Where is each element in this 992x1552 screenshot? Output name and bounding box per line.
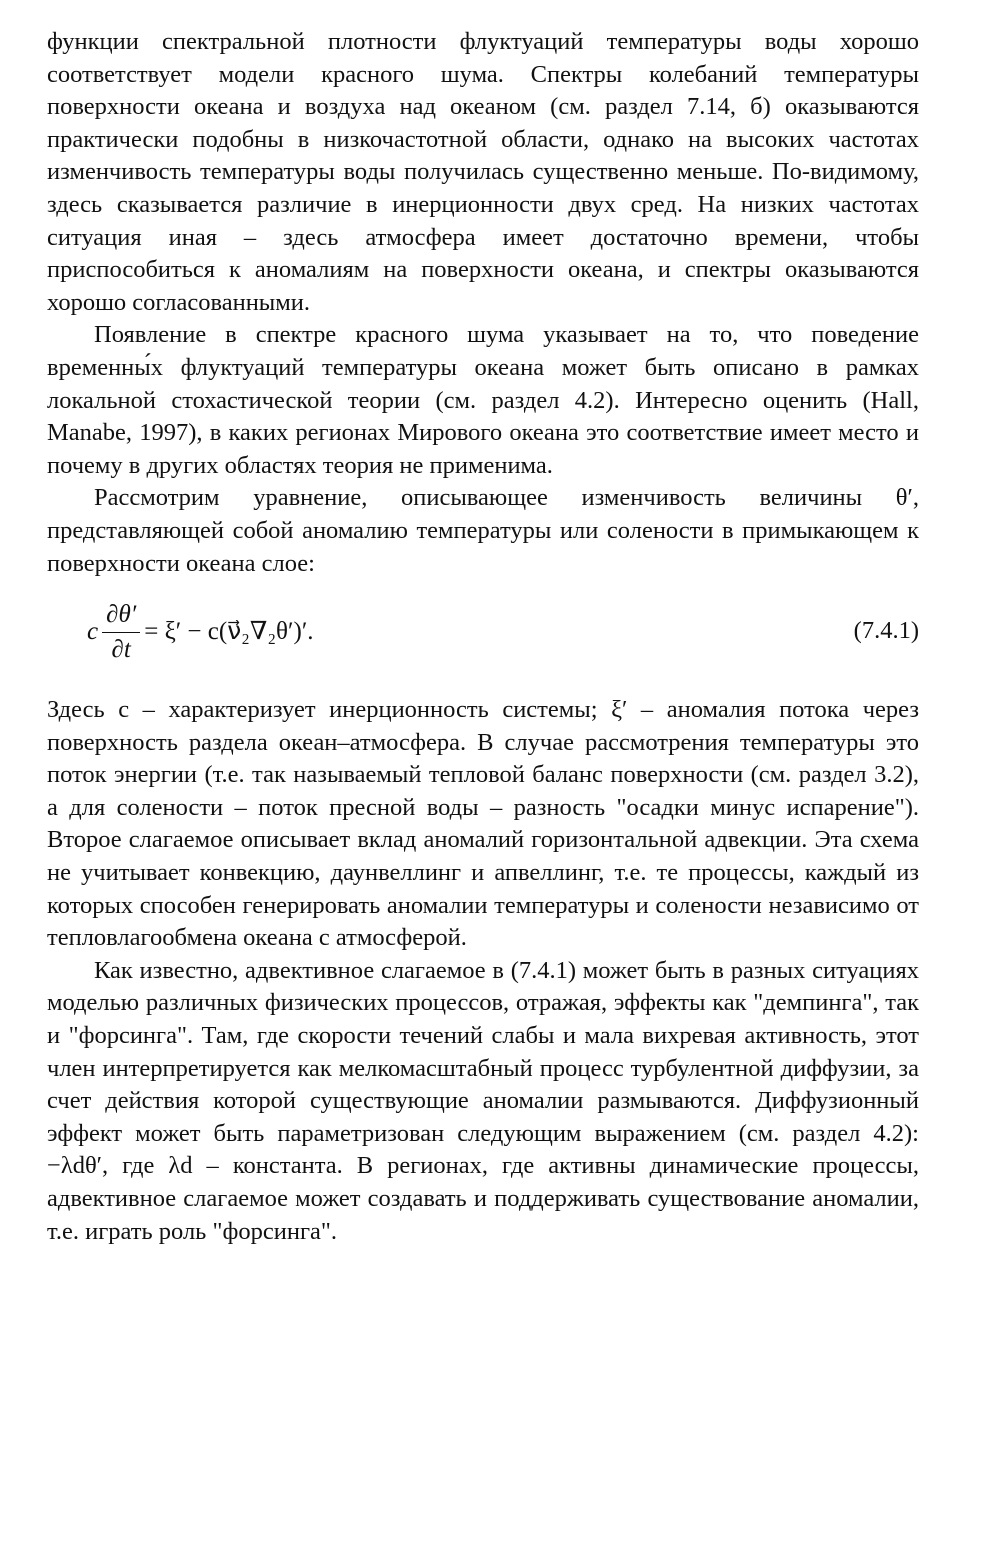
equation-body xyxy=(87,600,314,665)
paragraph-5: Как известно, адвективное слагаемое в (7.4.1) может быть в разных ситуациях моделью различных физических процессов, отражая, эффекты как "демпинга", так и "форсинга". Там, где скорости течений слабы и мала вихревая активность, этот член интерпретируется как мелкомасштабный процесс турбулентной диффузии, за счет действия которой существующие аномалии размываются. Диффузионный эффект может быть параметризован следующим выражением (см. раздел 4.2): −λdθ′, где λd – константа. В регионах, где активны динамические процессы, адвективное слагаемое может создавать и поддерживать существование аномалии, т.е. играть роль "форсинга". xyxy=(47,956,919,1245)
equation-numerator: ∂θ′ xyxy=(102,600,140,633)
paragraph-3: Рассмотрим уравнение, описывающее изменчивость величины θ′, представляющей собой аномалию температуры или солености в примыкающем к поверхности океана слое: xyxy=(47,484,919,577)
equation-denominator: ∂t xyxy=(111,636,131,664)
paragraph-1: функции спектральной плотности флуктуаций температуры воды хорошо соответствует модели красного шума. Спектры колебаний температуры поверхности океана и воздуха над океаном (см. раздел 7.14, б) оказываются практически подобны в низкочастотной области, однако на высоких частотах изменчивость температуры воды получилась существенно меньше. По-видимому, здесь сказывается различие в инерционности двух сред. На низких частотах ситуация иная – здесь атмосфера имеет достаточно времени, чтобы приспособиться к аномалиям на поверхности океана, и спектры оказываются хорошо согласованными. xyxy=(47,28,919,316)
equation-number: (7.4.1) xyxy=(853,617,919,645)
paragraph-2: Появление в спектре красного шума указывает на то, что поведение временны́х флуктуаций температуры океана может быть описано в рамках локальной стохастической теории (см. раздел 4.2). Интересно оценить (Hall, Manabe, 1997), в каких регионах Мирового океана это соответствие имеет место и почему в других областях теория не применима. xyxy=(47,321,919,479)
equation-fraction xyxy=(102,600,140,665)
equation-coefficient: c xyxy=(87,618,99,646)
equation-7-4-1 xyxy=(47,590,919,686)
paragraph-4: Здесь c – характеризует инерционность системы; ξ′ – аномалия потока через поверхность раздела океан–атмосфера. В случае рассмотрения температуры это поток энергии (т.е. так называемый тепловой баланс поверхности (см. раздел 3.2), а для солености – поток пресной воды – разность "осадки минус испарение"). Второе слагаемое описывает вклад аномалий горизонтальной адвекции. Эта схема не учитывает конвекцию, даунвеллинг и апвеллинг, т.е. те процессы, каждый из которых способен генерировать аномалии температуры и солености независимо от тепловлагообмена океана с атмосферой. xyxy=(47,696,919,952)
equation-rhs: = ξ′ − c(ν⃗₂∇₂θ′)′. xyxy=(144,618,314,646)
page-body xyxy=(47,26,919,1248)
